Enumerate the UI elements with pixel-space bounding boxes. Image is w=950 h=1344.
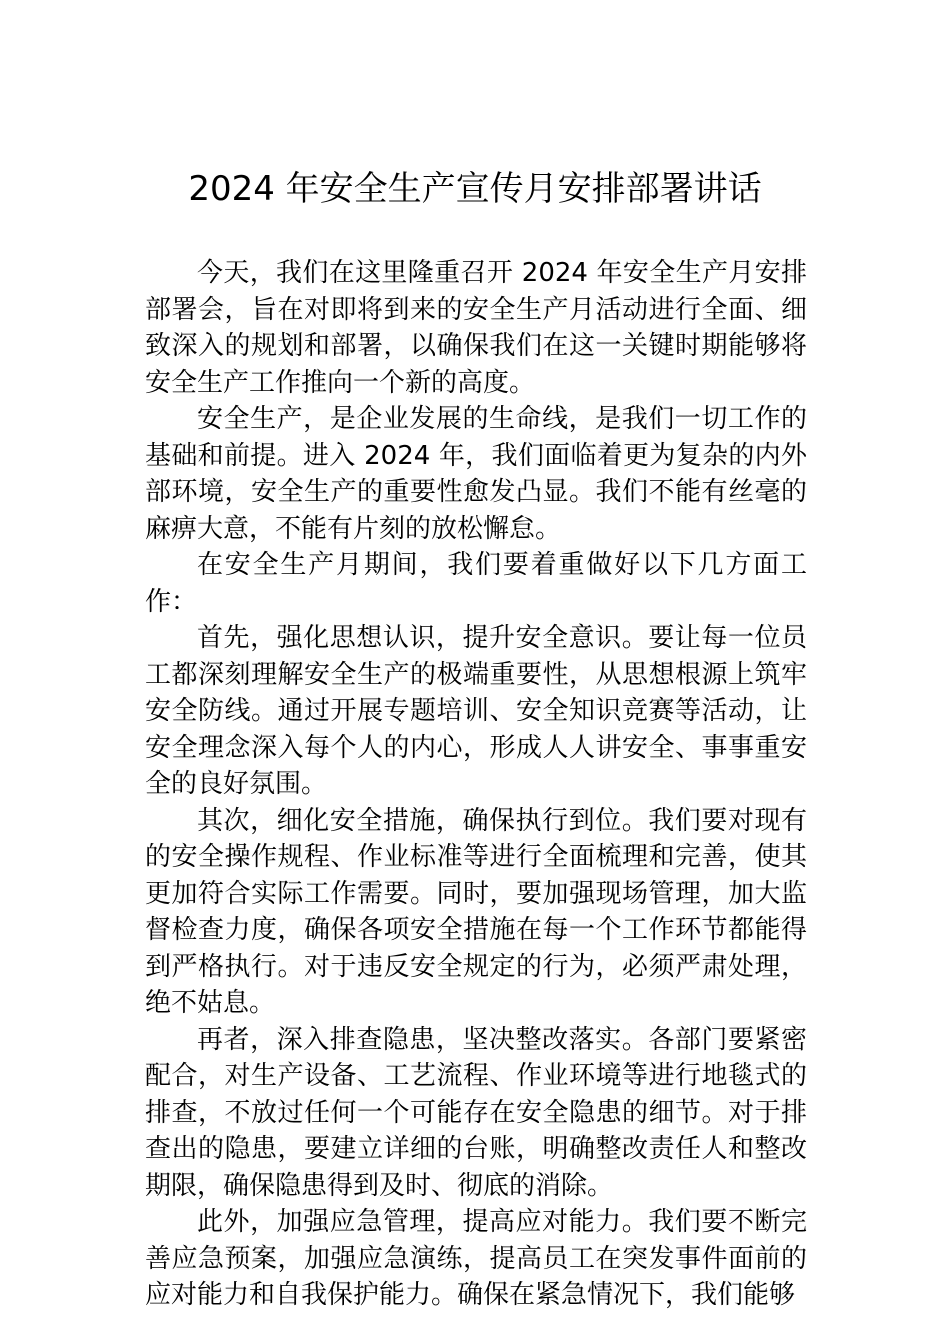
paragraph-opening: 今天，我们在这里隆重召开 2024 年安全生产月安排部署会，旨在对即将到来的安全生产月活动进行全面、细致深入的规划和部署，以确保我们在这一关键时期能够将安全生产工作推向一个新的高度。 — [145, 258, 807, 398]
document-title: 2024 年安全生产宣传月安排部署讲话 — [188, 169, 762, 209]
document-body — [145, 255, 807, 1314]
paragraph-fourth-task: 此外，加强应急管理，提高应对能力。我们要不断完善应急预案，加强应急演练，提高员工在突发事件面前的应对能力和自我保护能力。确保在紧急情况下，我们能够 — [145, 1207, 807, 1310]
paragraph-second-task: 其次，细化安全措施，确保执行到位。我们要对现有的安全操作规程、作业标准等进行全面梳理和完善，使其更加符合实际工作需要。同时，要加强现场管理，加大监督检查力度，确保各项安全措施在每一个工作环节都能得到严格执行。对于违反安全规定的行为，必须严肃处理，绝不姑息。 — [145, 805, 807, 1018]
paragraph-third-task: 再者，深入排查隐患，坚决整改落实。各部门要紧密配合，对生产设备、工艺流程、作业环境等进行地毯式的排查，不放过任何一个可能存在安全隐患的细节。对于排查出的隐患，要建立详细的台账，明确整改责任人和整改期限，确保隐患得到及时、彻底的消除。 — [145, 1024, 807, 1201]
paragraph-first-task: 首先，强化思想认识，提升安全意识。要让每一位员工都深刻理解安全生产的极端重要性，从思想根源上筑牢安全防线。通过开展专题培训、安全知识竞赛等活动，让安全理念深入每个人的内心，形成人人讲安全、事事重安全的良好氛围。 — [145, 623, 807, 799]
paragraph-intro-tasks: 在安全生产月期间，我们要着重做好以下几方面工作： — [145, 550, 807, 617]
paragraph-importance: 安全生产，是企业发展的生命线，是我们一切工作的基础和前提。进入 2024 年，我们面临着更为复杂的内外部环境，安全生产的重要性愈发凸显。我们不能有丝毫的麻痹大意，不能有片刻的放松懈怠。 — [145, 404, 807, 544]
